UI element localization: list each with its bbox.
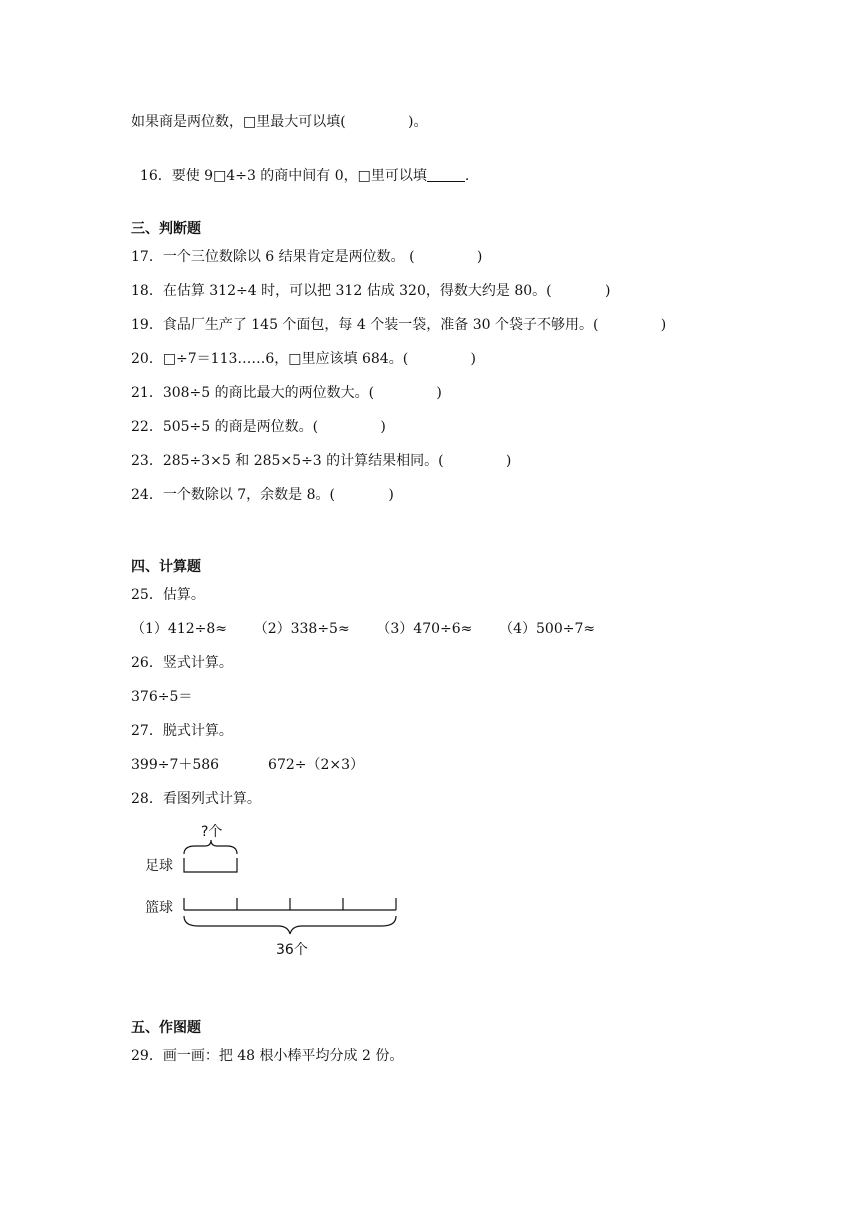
- q28-bar-diagram: [140, 818, 420, 968]
- q16-answer-blank[interactable]: [427, 167, 465, 182]
- q27-expressions: 399÷7＋586 672÷（2×3）: [131, 757, 365, 773]
- q15-continuation: 如果商是两位数，□里最大可以填( )。: [131, 114, 428, 130]
- q17-text: 17．一个三位数除以 6 结果肯定是两位数。 ( ): [131, 249, 483, 265]
- q26-expression: 376÷5＝: [131, 689, 193, 705]
- row1-label: 足球: [145, 858, 173, 874]
- figure-bottom-label: 36个: [276, 942, 308, 958]
- q22-text: 22．505÷5 的商是两位数。( ): [131, 419, 386, 435]
- q20-text: 20．□÷7＝113……6，□里应该填 684。( ): [131, 351, 476, 367]
- q16-suffix: .: [464, 168, 470, 184]
- section-4-heading: 四、计算题: [131, 559, 201, 575]
- q25-text: 25．估算。: [131, 587, 205, 603]
- q26-text: 26．竖式计算。: [131, 655, 233, 671]
- section-5-heading: 五、作图题: [131, 1020, 201, 1036]
- q25-items: （1）412÷8≈ （2）338÷5≈ （3）470÷6≈ （4）500÷7≈: [131, 621, 596, 637]
- q23-text: 23．285÷3×5 和 285×5÷3 的计算结果相同。( ): [131, 453, 512, 469]
- q27-text: 27．脱式计算。: [131, 723, 233, 739]
- top-brace: [184, 840, 237, 854]
- q29-text: 29．画一画：把 48 根小棒平均分成 2 份。: [131, 1048, 404, 1064]
- bottom-brace: [184, 916, 396, 934]
- q16-text: [131, 146, 469, 186]
- q24-text: 24．一个数除以 7，余数是 8。( ): [131, 487, 394, 503]
- row2-label: 篮球: [145, 900, 173, 916]
- q19-text: 19．食品厂生产了 145 个面包，每 4 个装一袋，准备 30 个袋子不够用。( ): [131, 317, 667, 333]
- q16-prefix: 16．要使 9□4÷3 的商中间有 0，□里可以填: [139, 168, 427, 184]
- football-bar: [184, 858, 237, 872]
- q28-text: 28．看图列式计算。: [131, 791, 261, 807]
- figure-top-label: ?个: [201, 824, 223, 840]
- section-3-heading: 三、判断题: [131, 221, 201, 237]
- q21-text: 21．308÷5 的商比最大的两位数大。( ): [131, 385, 442, 401]
- q18-text: 18．在估算 312÷4 时，可以把 312 估成 320，得数大约是 80。( ): [131, 283, 611, 299]
